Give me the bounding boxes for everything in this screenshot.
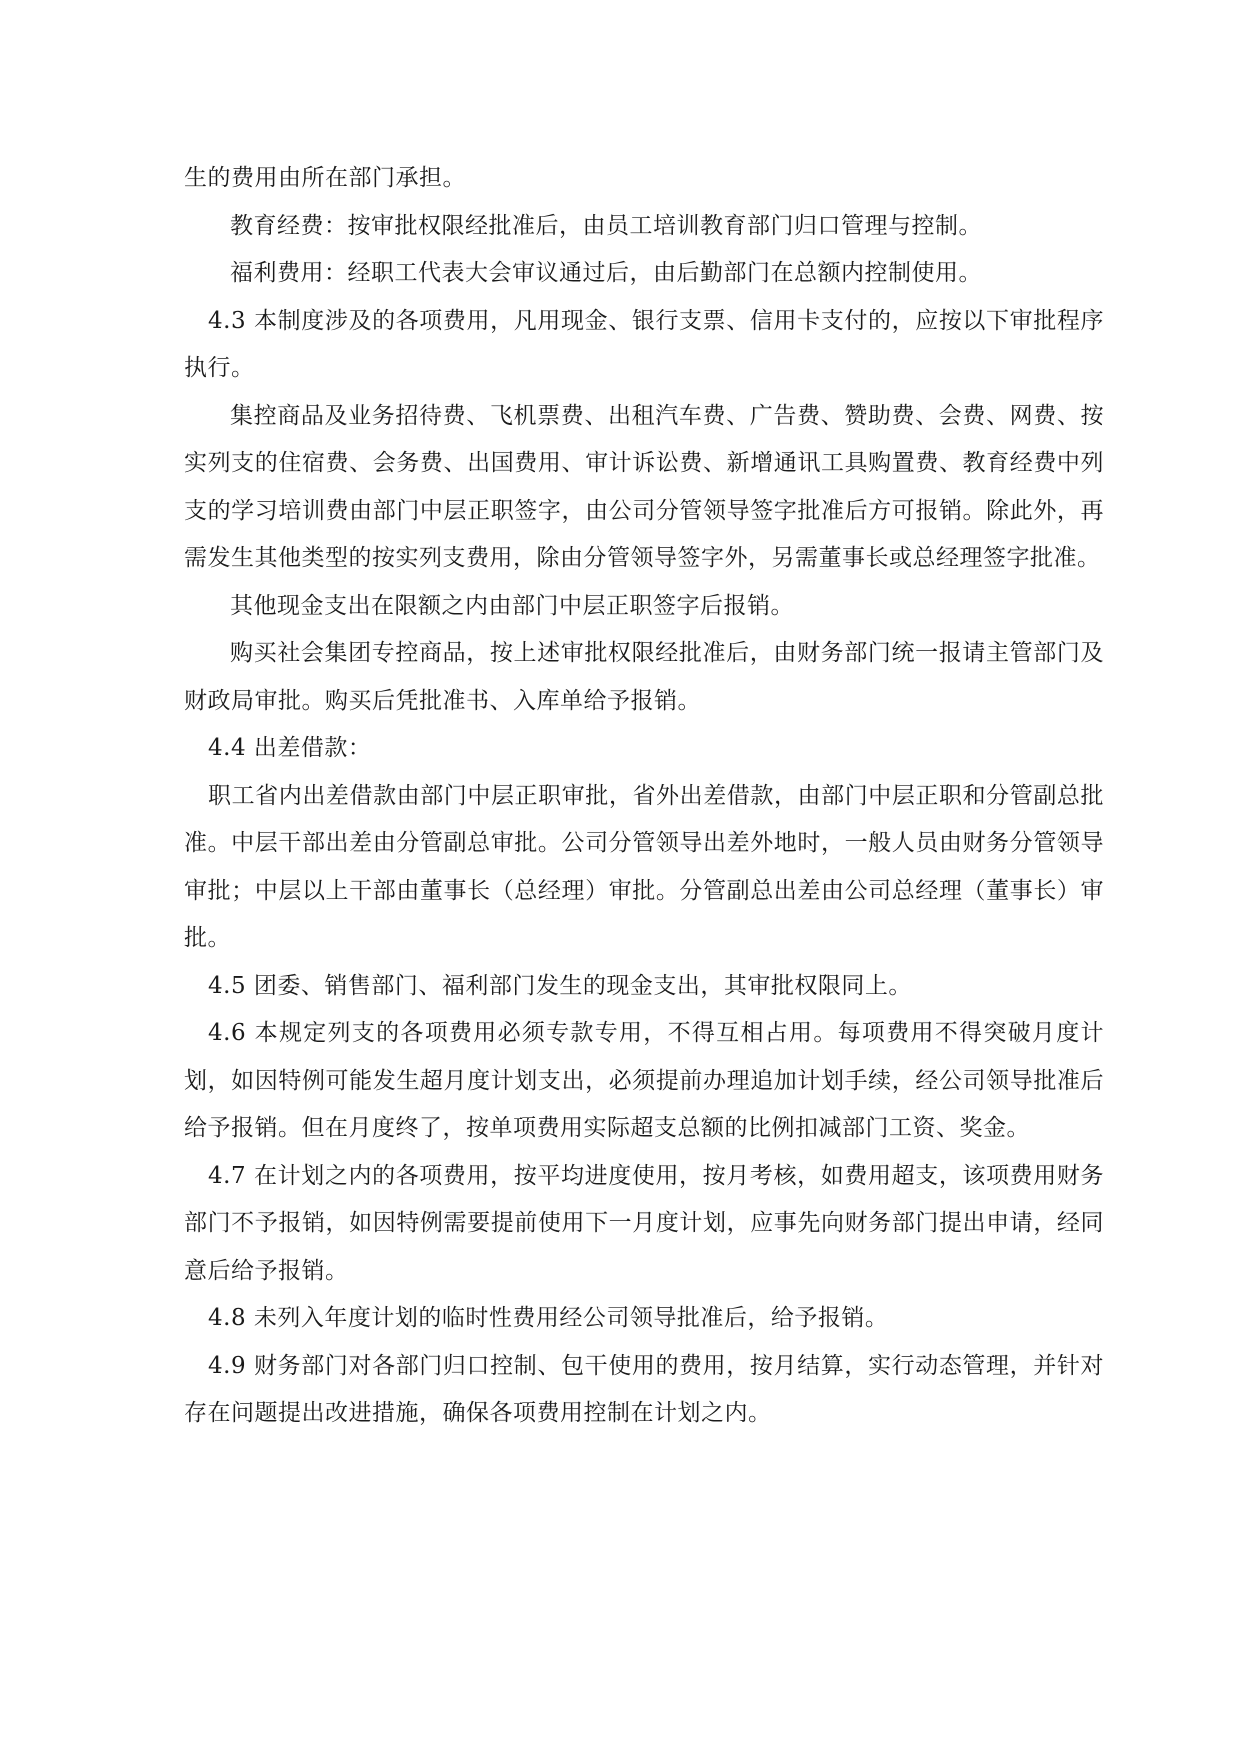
paragraph-education-fund: 教育经费：按审批权限经批准后，由员工培训教育部门归口管理与控制。 <box>230 212 982 239</box>
paragraph-welfare-fund: 福利费用：经职工代表大会审议通过后，由后勤部门在总额内控制使用。 <box>230 260 982 286</box>
paragraph-4-9: 4.9 财务部门对各部门归口控制、包干使用的费用，按月结算，实行动态管理，并针对存在问题提出改进措施，确保各项费用控制在计划之内。 <box>184 1352 1104 1426</box>
paragraph-4-5: 4.5 团委、销售部门、福利部门发生的现金支出，其审批权限同上。 <box>208 972 912 999</box>
paragraph-4-8: 4.8 未列入年度计划的临时性费用经公司领导批准后，给予报销。 <box>208 1305 889 1331</box>
paragraph-4-3: 4.3 本制度涉及的各项费用，凡用现金、银行支票、信用卡支付的，应按以下审批程序执行。 <box>184 307 1104 381</box>
paragraph-4-4: 4.4 出差借款： <box>208 735 372 761</box>
paragraph-controlled-goods: 集控商品及业务招待费、飞机票费、出租汽车费、广告费、赞助费、会费、网费、按实列支的住宿费、会务费、出国费用、审计诉讼费、新增通讯工具购置费、教育经费中列支的学习培训费由部门中层正职签字，由公司分管领导签字批准后方可报销。除此外，再需发生其他类型的按实列支费用，除由分管领导签字外，另需董事长或总经理签字批准。 <box>184 402 1104 571</box>
paragraph-4-7: 4.7 在计划之内的各项费用，按平均进度使用，按月考核，如费用超支，该项费用财务部门不予报销，如因特例需要提前使用下一月度计划，应事先向财务部门提出申请，经同意后给予报销。 <box>184 1162 1104 1284</box>
paragraph-travel-loan: 职工省内出差借款由部门中层正职审批，省外出差借款，由部门中层正职和分管副总批准。中层干部出差由分管副总审批。公司分管领导出差外地时，一般人员由财务分管领导审批；中层以上干部由董事长（总经理）审批。分管副总出差由公司总经理（董事长）审批。 <box>184 782 1104 951</box>
paragraph-4-6: 4.6 本规定列支的各项费用必须专款专用，不得互相占用。每项费用不得突破月度计划，如因特例可能发生超月度计划支出，必须提前办理追加计划手续，经公司领导批准后给予报销。但在月度终了，按单项费用实际超支总额的比例扣减部门工资、奖金。 <box>184 1020 1104 1141</box>
paragraph-purchase: 购买社会集团专控商品，按上述审批权限经批准后，由财务部门统一报请主管部门及财政局审批。购买后凭批准书、入库单给予报销。 <box>184 640 1104 714</box>
document-body <box>184 155 1104 1438</box>
paragraph-continuation: 生的费用由所在部门承担。 <box>184 165 466 191</box>
paragraph-other-cash: 其他现金支出在限额之内由部门中层正职签字后报销。 <box>230 592 794 619</box>
